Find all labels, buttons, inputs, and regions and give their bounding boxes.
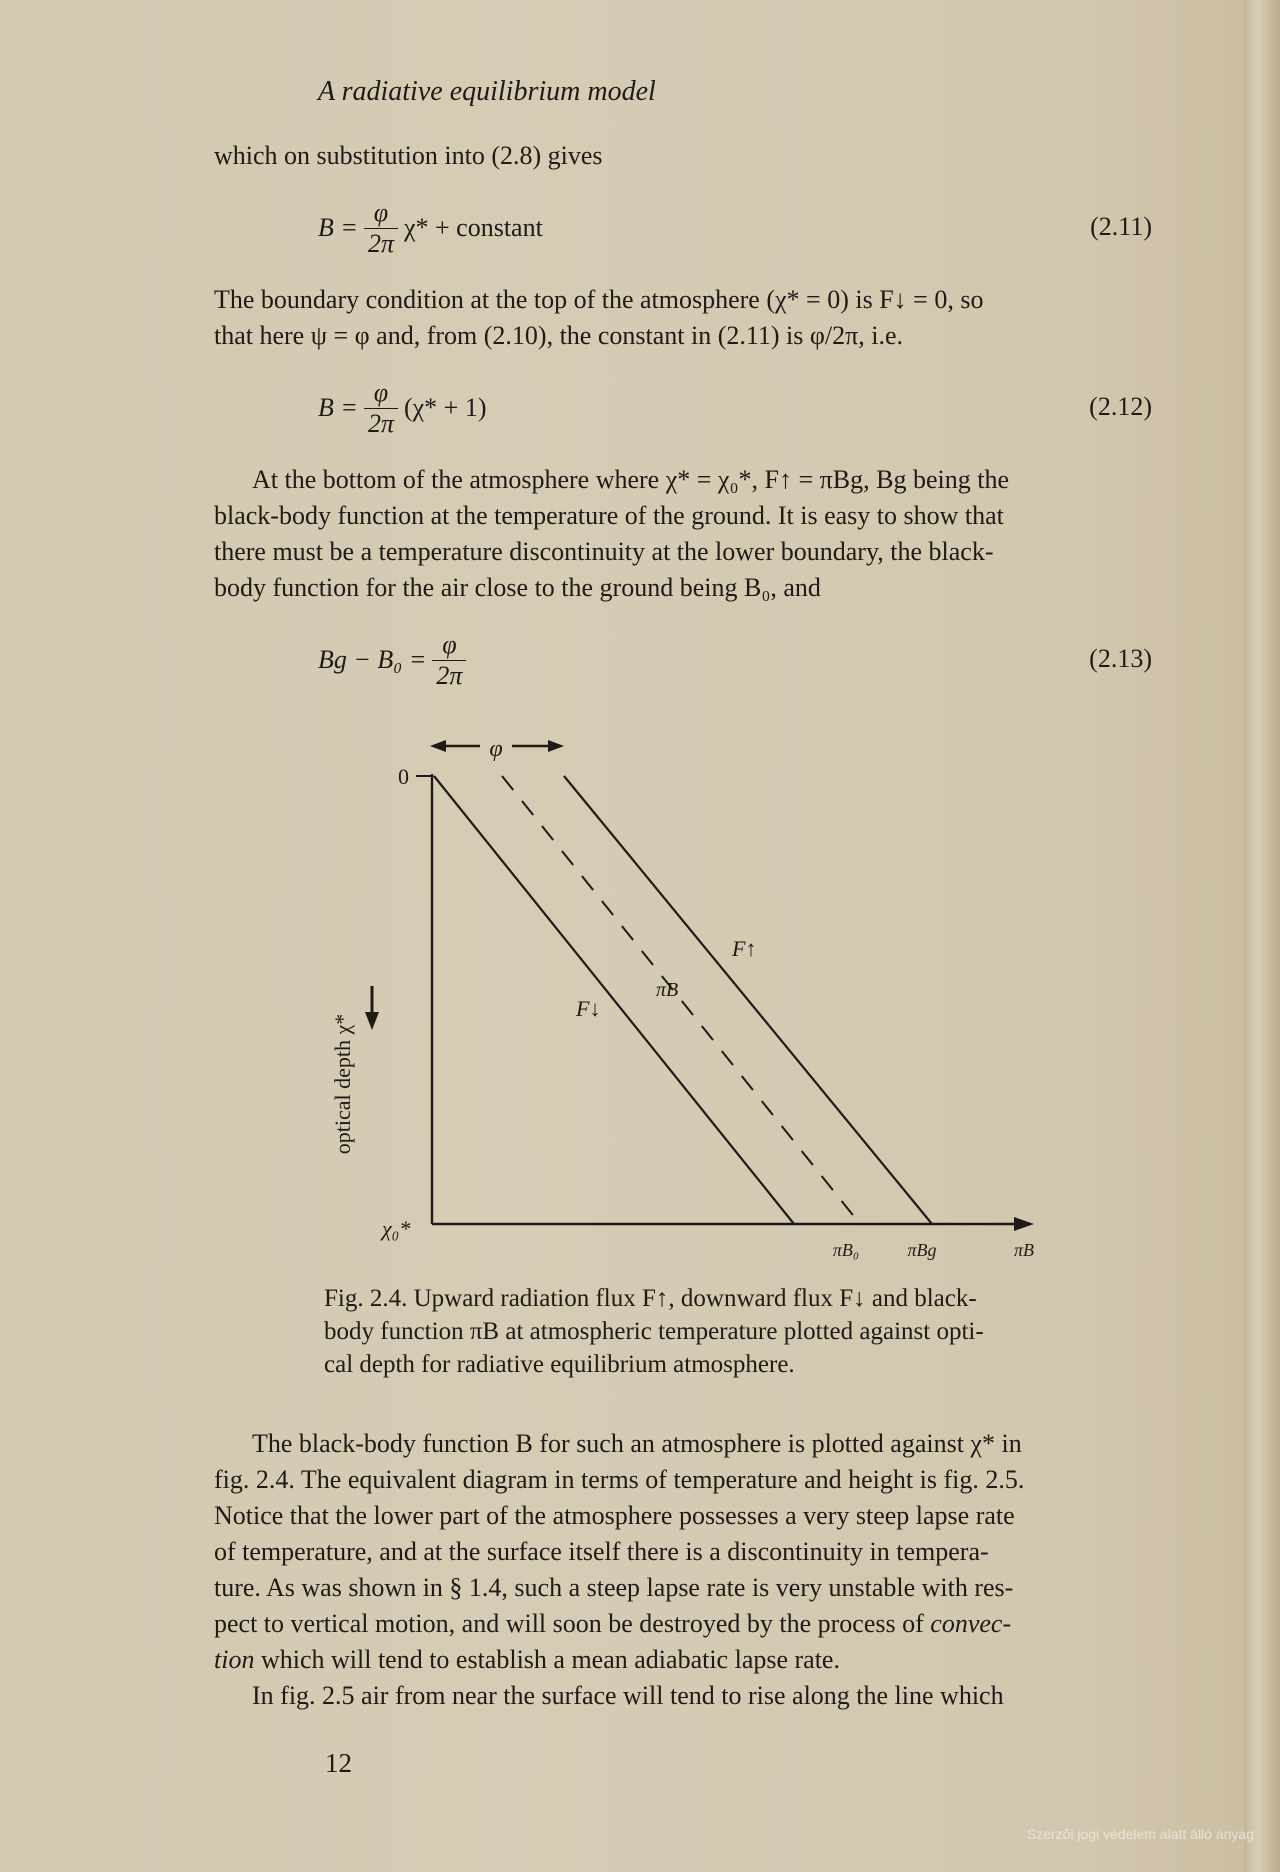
paragraph-bottom-line: black-body function at the temperature of the ground. It is easy to show that (214, 501, 1004, 530)
eq-2-11-numerator: φ (373, 197, 389, 227)
equation-2-11 (318, 186, 543, 270)
equation-2-12 (318, 366, 487, 450)
paragraph-after-line: of temperature, and at the surface itself there is a discontinuity in tempera- (214, 1537, 989, 1566)
eq-2-11-denominator: 2π (364, 228, 398, 259)
caption-line: Fig. 2.4. Upward radiation flux F↑, downward flux F↓ and black- (324, 1285, 977, 1312)
x-label-pib-axis: πB (1013, 1240, 1035, 1260)
f-down-line (434, 776, 794, 1224)
f-up-line (564, 776, 932, 1224)
emphasis-convection: convec- (930, 1609, 1012, 1638)
paragraph-after-line (214, 1642, 1154, 1678)
paragraph-after-line: Notice that the lower part of the atmosphere possesses a very steep lapse rate (214, 1501, 1015, 1530)
eq-2-13-denominator: 2π (432, 660, 466, 691)
page-number: 12 (325, 1748, 352, 1778)
y-axis-title: optical depth χ* (330, 1013, 355, 1155)
eq-2-13-number: (2.13) (1089, 644, 1152, 673)
running-head: A radiative equilibrium model (318, 76, 656, 107)
intro-line: which on substitution into (2.8) gives (214, 141, 603, 170)
eq-2-12-fraction (364, 378, 398, 439)
paragraph-after-line: The black-body function B for such an atmosphere is plotted against χ* in (252, 1429, 1022, 1458)
paragraph-bottom-line: At the bottom of the atmosphere where χ* = χ₀*, F↑ = πBg, Bg being the (252, 465, 1009, 494)
eq-2-12-number: (2.12) (1089, 392, 1152, 421)
paragraph-after-line (214, 1606, 1154, 1642)
book-spine-edge (1244, 0, 1280, 1872)
f-up-label: F↑ (732, 936, 757, 961)
paragraph-bottom-line: there must be a temperature discontinuity at the lower boundary, the black- (214, 537, 994, 566)
eq-2-11-fraction (364, 198, 398, 259)
figure-2-4-diagram (320, 724, 1060, 1264)
eq-2-13-fraction (432, 630, 466, 691)
optical-depth-arrow-icon (365, 986, 379, 1030)
paragraph-boundary-line: The boundary condition at the top of the atmosphere (χ* = 0) is F↓ = 0, so (214, 285, 984, 314)
paragraph-boundary-line: that here ψ = φ and, from (2.10), the constant in (2.11) is φ/2π, i.e. (214, 321, 904, 350)
f-down-label: F↓ (576, 996, 601, 1021)
paragraph-after-line: fig. 2.4. The equivalent diagram in terms of temperature and height is fig. 2.5. (214, 1465, 1025, 1494)
paragraph-after-line: ture. As was shown in § 1.4, such a steep lapse rate is very unstable with res- (214, 1573, 1014, 1602)
eq-2-12-lhs: B = (318, 393, 358, 422)
paragraph-bottom-line: body function for the air close to the ground being B₀, and (214, 573, 821, 602)
caption-line: body function πB at atmospheric temperature plotted against opti- (324, 1318, 984, 1345)
phi-width-indicator (430, 736, 564, 762)
y-axis-top-label: 0 (398, 764, 409, 789)
emphasis-convection-end: tion (214, 1645, 255, 1674)
eq-2-11-number: (2.11) (1090, 212, 1152, 241)
paragraph-next-line: In fig. 2.5 air from near the surface will tend to rise along the line which (252, 1681, 1004, 1710)
paragraph-bottom (214, 462, 1154, 606)
eq-2-12-rhs: (χ* + 1) (403, 393, 487, 422)
x-axis-arrowhead (1014, 1217, 1034, 1231)
figure-caption (324, 1282, 1154, 1381)
copyright-watermark: Szerzői jogi védelem alatt álló anyag (1026, 1826, 1254, 1842)
paragraph-boundary (214, 282, 1154, 354)
eq-2-13-lhs: Bg − B₀ = (318, 645, 427, 674)
equation-2-13 (318, 618, 472, 702)
phi-label: φ (489, 736, 503, 762)
y-axis-bottom-label: χ₀* (382, 1216, 411, 1241)
paragraph-after-line-part: pect to vertical motion, and will soon be destroyed by the process of (214, 1609, 931, 1638)
x-label-pib0: πB₀ (832, 1240, 860, 1260)
caption-line: cal depth for radiative equilibrium atmosphere. (324, 1351, 795, 1378)
paragraph-after-line-part: which will tend to establish a mean adiabatic lapse rate. (254, 1645, 840, 1674)
pib-dashed-line (502, 776, 860, 1224)
paragraph-after-figure (214, 1426, 1154, 1714)
eq-2-12-numerator: φ (373, 377, 389, 407)
eq-2-11-lhs: B = (318, 213, 358, 242)
x-label-pibg: πBg (907, 1240, 937, 1260)
eq-2-12-denominator: 2π (364, 408, 398, 439)
pib-label: πB (656, 979, 679, 1001)
eq-2-13-numerator: φ (442, 629, 457, 659)
eq-2-11-rhs: χ* + constant (403, 213, 543, 242)
